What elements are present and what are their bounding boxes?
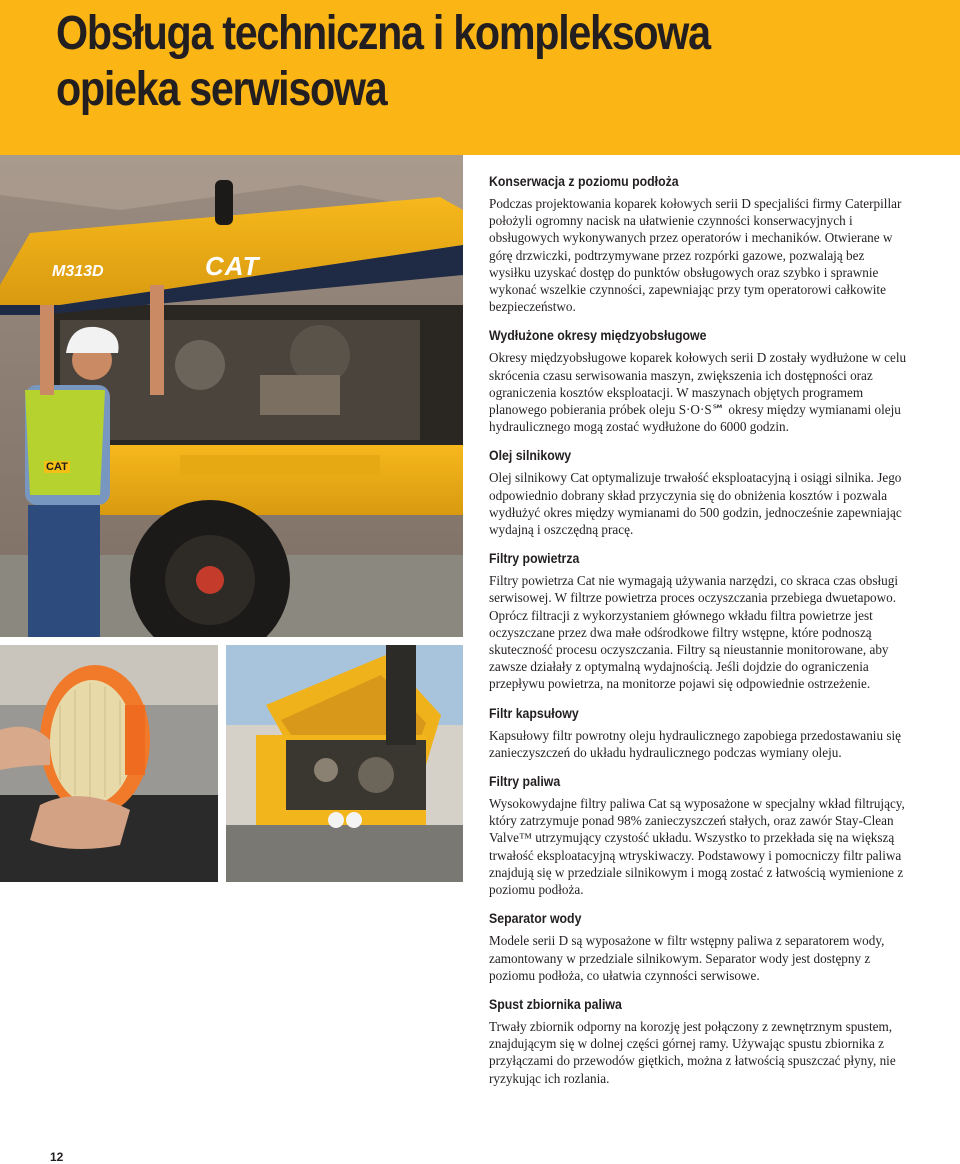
section-paragraph: Modele serii D są wyposażone w filtr wstępny paliwa z separatorem wody, zamontowany w przedziale silnikowym. Separator wody jest dostępny z poziomu podłoża, co ułatwia czynności serwisowe.	[489, 933, 885, 983]
section-paragraph: Trwały zbiornik odporny na korozję jest połączony z zewnętrznym spustem, znajdującym się w dolnej części górnej ramy. Używając spustu zbiornika z przyłączami do przewodów giętkich, można z łatwością spuszczać płyny, nie ryzykując ich rozlania.	[489, 1018, 896, 1086]
page-number: 12	[50, 1150, 64, 1164]
section-fuel-filters	[489, 772, 909, 898]
section-paragraph: Olej silnikowy Cat optymalizuje trwałość eksploatacyjną i osiągi silnika. Jego odpowiednio dobrany skład przyczynia się do obniżenia kosztów i pozwala wydłużyć okres między wymianami do 500 godzin, jednocześnie zapewniając wydajną i oszczędną pracę.	[489, 470, 902, 538]
air-filter-photo	[0, 645, 218, 882]
section-engine-oil	[489, 446, 909, 538]
section-water-separator	[489, 909, 909, 984]
title-banner	[0, 0, 960, 155]
page-title: Obsługa techniczna i kompleksowa opieka serwisowa	[56, 7, 710, 116]
section-heading: Filtry powietrza	[489, 550, 580, 567]
hood-model-label: M313D	[52, 263, 104, 280]
section-extended-service-intervals	[489, 326, 909, 435]
section-air-filters	[489, 549, 909, 692]
section-heading: Separator wody	[489, 910, 582, 927]
section-heading: Spust zbiornika paliwa	[489, 995, 622, 1012]
section-fuel-tank-drain	[489, 995, 909, 1087]
cat-logo: CAT	[205, 251, 260, 281]
section-capsule-filter	[489, 704, 909, 761]
section-paragraph: Kapsułowy filtr powrotny oleju hydraulicznego zapobiega przedostawaniu się zanieczyszczeń do układu hydraulicznego podczas wymiany oleju.	[489, 727, 901, 760]
section-paragraph: Wysokowydajne filtry paliwa Cat są wyposażone w specjalny wkład filtrujący, który zatrzymuje ponad 98% zanieczyszczeń stałych, oraz zawór Stay-Clean Valve™ utrzymujący czystość układu. Wszystko to przekłada się na większą trwałość eksploatacyjną wtryskiwaczy. Podstawowy i pomocniczy filtr paliwa znajdują się w przedziale silnikowym i mogą zostać z łatwością wymienione z poziomu podłoża.	[489, 796, 905, 898]
section-paragraph: Filtry powietrza Cat nie wymagają używania narzędzi, co skraca czas obsługi serwisowej. W filtrze powietrza proces oczyszczania przebiega dwuetapowo. Oprócz filtracji z wykorzystaniem głównego wkładu filtra powietrze jest oczyszczane przez dwa małe odśrodkowe filtry wstępne, które podnoszą skuteczność procesu oczyszczania. Filtry są nieustannie monitorowane, aby zawsze działały z optymalną wydajnością. Jeśli dojdzie do ograniczenia przepływu powietrza, na monitorze pojawi się odpowiednie ostrzeżenie.	[489, 573, 899, 692]
section-paragraph: Okresy międzyobsługowe koparek kołowych serii D zostały wydłużone w celu skrócenia czasu serwisowania maszyn, zwiększenia ich dostępności oraz ograniczenia kosztów eksploatacji. W maszynach objętych programem planowego pobierania próbek oleju S·O·S℠ okresy między wymianami oleju hydraulicznego mogą zostać wydłużone do 6000 godzin.	[489, 350, 907, 435]
engine-compartment-photo	[226, 645, 463, 882]
section-heading: Konserwacja z poziomu podłoża	[489, 173, 679, 189]
article-body	[489, 172, 909, 1098]
section-heading: Filtr kapsułowy	[489, 704, 579, 721]
section-paragraph: Podczas projektowania koparek kołowych serii D specjaliści firmy Caterpillar położyli ogromny nacisk na ułatwienie czynności konserwacyjnych i obsługowych wykonywanych przez operatorów i mechaników. Otwierane w górę drzwiczki, podtrzymywane przez rozpórki gazowe, pozwalają bez wysiłku uzyskać dostęp do punktów obsługowych oraz szybko i sprawnie wykonać wszelkie czynności, zapewniając przy tym operatorowi całkowite bezpieczeństwo.	[489, 196, 902, 315]
section-ground-level-maintenance	[489, 172, 909, 315]
vest-cat-logo: CAT	[46, 461, 68, 473]
excavator-maintenance-photo	[0, 155, 463, 637]
section-heading: Filtry paliwa	[489, 773, 561, 790]
section-heading: Wydłużone okresy międzyobsługowe	[489, 327, 707, 344]
section-heading: Olej silnikowy	[489, 447, 572, 464]
